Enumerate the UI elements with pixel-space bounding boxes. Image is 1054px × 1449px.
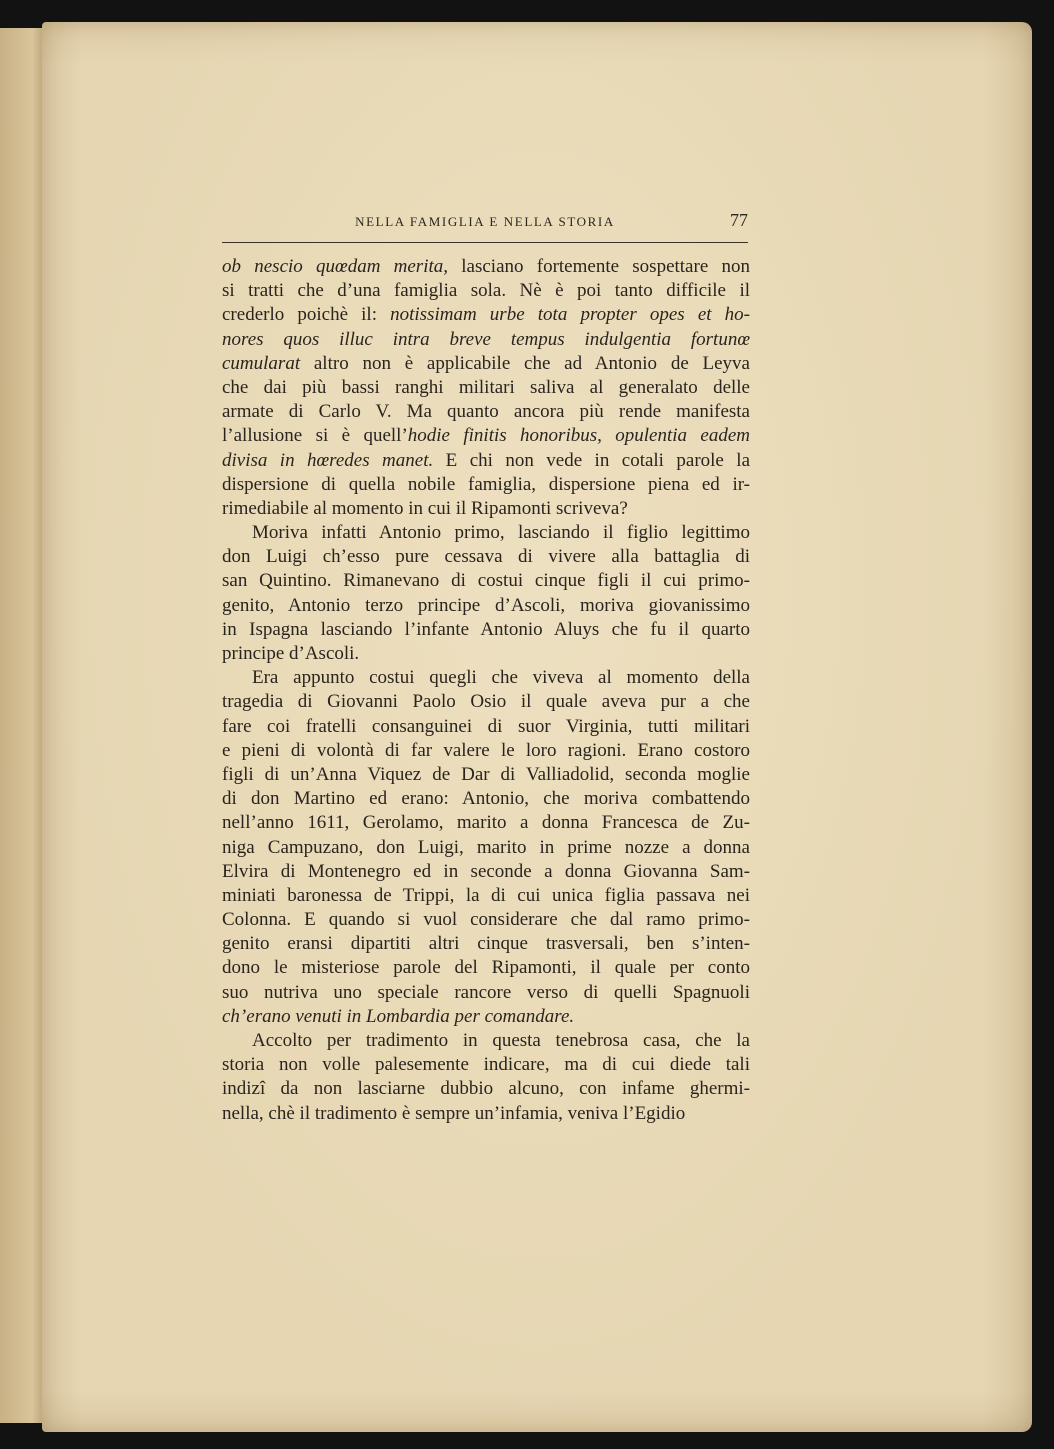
running-head — [222, 212, 748, 243]
text-span: Accolto per tradimento in questa tenebrosa casa, che la — [252, 1030, 750, 1051]
text-line — [222, 908, 750, 932]
text-line — [222, 376, 750, 400]
text-line — [222, 424, 750, 448]
running-head-title: NELLA FAMIGLIA E NELLA STORIA — [355, 214, 615, 229]
text-line — [222, 884, 750, 908]
text-span: tragedia di Giovanni Paolo Osio il quale aveva pur a che — [222, 691, 750, 713]
text-line — [222, 400, 750, 424]
text-span: E chi non vede in cotali parole la — [433, 449, 750, 471]
text-line — [222, 594, 750, 618]
text-span: principe d’Ascoli. — [222, 643, 360, 664]
text-line — [222, 715, 750, 739]
text-line — [222, 860, 750, 884]
text-line — [222, 836, 750, 860]
text-span: miniati baronessa de Trippi, la di cui unica figlia passava nei — [222, 884, 750, 906]
text-span: e pieni di volontà di far valere le loro ragioni. Erano costoro — [222, 739, 750, 761]
text-span: Era appunto costui quegli che viveva al momento della — [252, 667, 750, 689]
italic-span: ch’erano venuti in Lombardia per comandare. — [222, 1005, 575, 1027]
text-span: Colonna. E quando si vuol considerare che dal ramo primo- — [222, 909, 750, 931]
text-line — [222, 352, 750, 376]
text-line — [222, 956, 750, 980]
text-line — [222, 666, 750, 690]
text-span: l’allusione si è quell’ — [222, 425, 408, 447]
text-line — [222, 1077, 750, 1101]
text-span: figli di un’Anna Viquez de Dar di Valliadolid, seconda moglie — [222, 763, 750, 785]
text-span: Moriva infatti Antonio primo, lasciando il figlio legittimo — [252, 522, 750, 544]
text-line — [222, 811, 750, 835]
italic-span: notissimam urbe tota propter opes et ho- — [390, 304, 750, 326]
text-span: di don Martino ed erano: Antonio, che moriva combattendo — [222, 788, 750, 810]
italic-span: hodie finitis honoribus, opulentia eadem — [407, 425, 750, 447]
text-span: in Ispagna lasciando l’infante Antonio Aluys che fu il quarto — [222, 618, 750, 640]
text-line — [222, 787, 750, 811]
text-line — [222, 497, 750, 521]
text-span: si tratti che d’una famiglia sola. Nè è poi tanto difficile il — [222, 280, 750, 302]
text-line — [222, 1005, 750, 1029]
text-line — [222, 255, 750, 279]
text-line — [222, 328, 750, 352]
text-span: indizî da non lasciarne dubbio alcuno, con infame ghermi- — [222, 1078, 750, 1100]
text-line — [222, 303, 750, 327]
page-number: 77 — [730, 210, 748, 230]
text-line — [222, 545, 750, 569]
text-span: armate di Carlo V. Ma quanto ancora più rende manifesta — [222, 401, 750, 423]
left-page-edge — [0, 28, 47, 1423]
text-span: nell’anno 1611, Gerolamo, marito a donna Francesca de Zu- — [222, 812, 750, 834]
text-span: nella, chè il tradimento è sempre un’infamia, veniva l’Egidio — [222, 1102, 686, 1124]
text-span: dono le misteriose parole del Ripamonti, il quale per conto — [222, 957, 750, 979]
text-line — [222, 981, 750, 1005]
text-span: fare coi fratelli consanguinei di suor Virginia, tutti militari — [222, 715, 750, 737]
text-span: don Luigi ch’esso pure cessava di vivere alla battaglia di — [222, 546, 750, 568]
italic-span: divisa in hœredes manet. — [222, 449, 434, 471]
text-line — [222, 932, 750, 956]
text-line — [222, 739, 750, 763]
text-line — [222, 279, 750, 303]
italic-span: nores quos illuc intra breve tempus indulgentia fortunœ — [222, 328, 750, 350]
text-span: Elvira di Montenegro ed in seconde a donna Giovanna Sam- — [222, 860, 750, 882]
text-span: altro non è applicabile che ad Antonio de Leyva — [300, 352, 750, 374]
text-span: suo nutriva uno speciale rancore verso di quelli Spagnuoli — [222, 981, 750, 1003]
text-span: rimediabile al momento in cui il Ripamonti scriveva? — [222, 497, 628, 519]
text-line — [222, 763, 750, 787]
italic-span: cumularat — [222, 352, 301, 374]
text-line — [222, 569, 750, 593]
italic-span: ob nescio quœdam merita, — [222, 256, 449, 277]
text-span: che dai più bassi ranghi militari saliva al generalato delle — [222, 376, 750, 398]
text-line — [222, 1053, 750, 1077]
text-span: san Quintino. Rimanevano di costui cinque figli il cui primo- — [222, 570, 750, 592]
text-span: genito eransi dipartiti altri cinque trasversali, ben s’inten- — [222, 933, 750, 955]
text-span: crederlo poichè il: — [222, 304, 391, 326]
text-span: storia non volle palesemente indicare, ma di cui diede tali — [222, 1054, 750, 1076]
text-line — [222, 1102, 750, 1126]
text-line — [222, 473, 750, 497]
text-span: niga Campuzano, don Luigi, marito in prime nozze a donna — [222, 836, 750, 858]
text-span: lasciano fortemente sospettare non — [448, 256, 750, 277]
text-line — [222, 1029, 750, 1053]
text-line — [222, 618, 750, 642]
text-line — [222, 642, 750, 666]
text-line — [222, 449, 750, 473]
text-span: genito, Antonio terzo principe d’Ascoli, moriva giovanissimo — [222, 594, 750, 616]
text-line — [222, 521, 750, 545]
text-line — [222, 690, 750, 714]
body-text — [222, 255, 750, 1126]
text-span: dispersione di quella nobile famiglia, dispersione piena ed ir- — [222, 473, 750, 495]
